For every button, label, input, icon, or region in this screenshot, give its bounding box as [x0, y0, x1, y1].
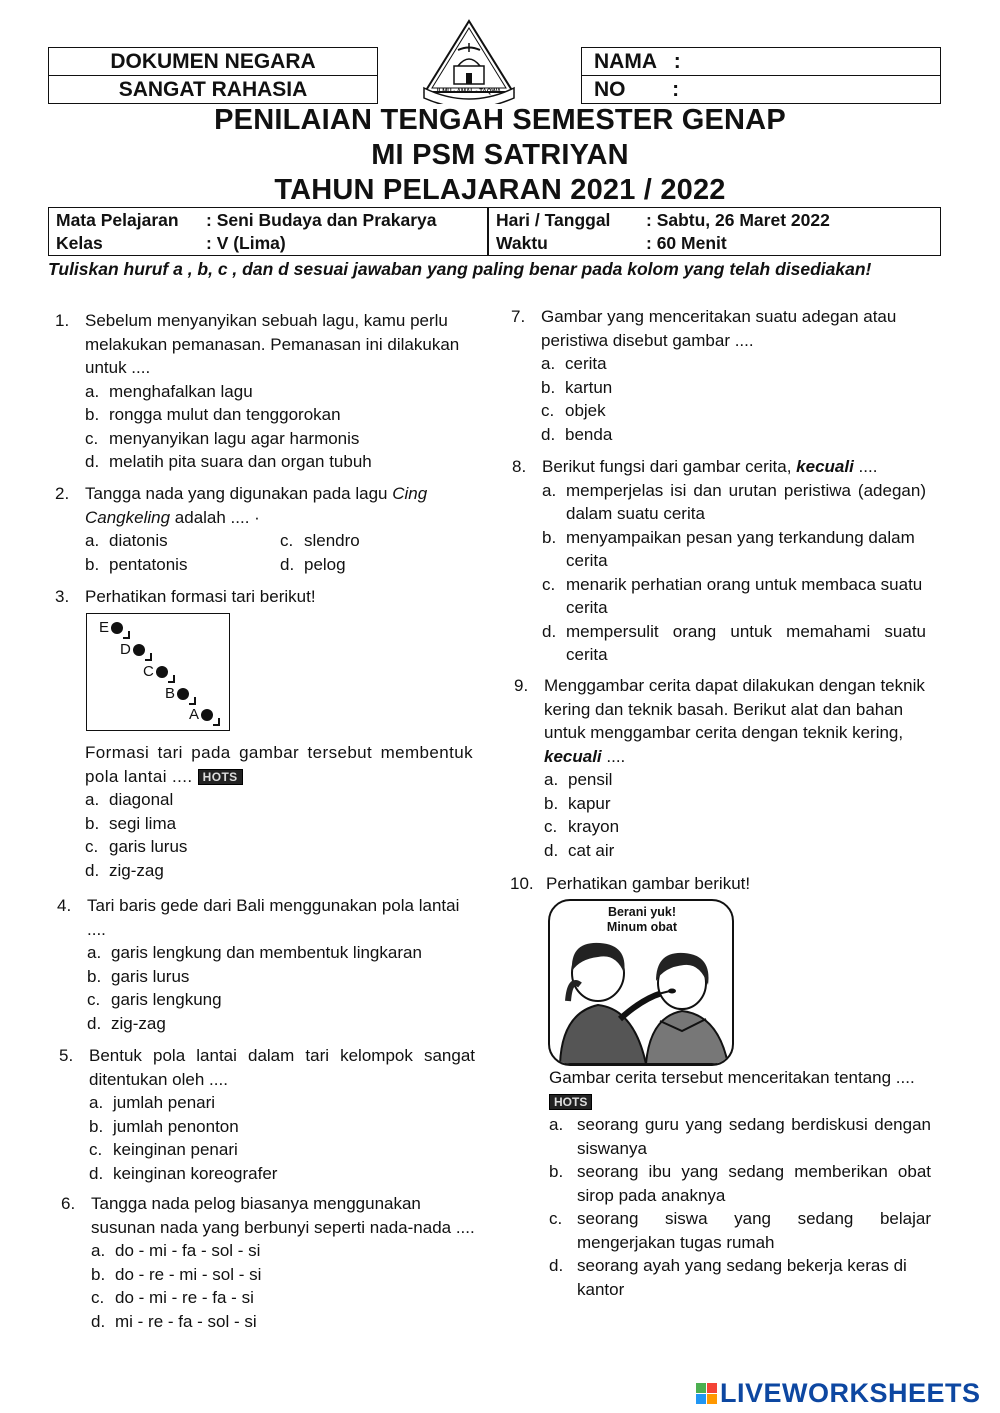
question-6: 6. Tangga nada pelog biasanya menggunakan susunan nada yang berbunyi seperti nada-nada .... a. do - mi - fa - sol - si b. do - re - mi - sol - si c. do - mi - re - fa - si d. mi - re - fa - sol - si: [61, 1192, 475, 1333]
dancer-icon: [177, 688, 189, 700]
class-value: : V (Lima): [206, 233, 286, 253]
dancer-a: A: [189, 706, 213, 723]
dancer-d: D: [120, 641, 145, 658]
question-10-continued: Gambar cerita tersebut menceritakan tentang .... HOTS a. seorang guru yang sedang berdiskusi dengan siswanya b. seorang ibu yang sedang memberikan obat sirop pada anaknya c. seorang siswa yang sedang belajar mengerjakan tugas rumah d. seorang ayah yang sedang bekerja keras di kantor: [549, 1066, 931, 1301]
question-10: 10. Perhatikan gambar berikut!: [510, 874, 751, 893]
option-3d[interactable]: d. zig-zag: [85, 860, 164, 880]
option-8a[interactable]: a. memperjelas isi dan urutan peristiwa (adegan) dalam suatu cerita: [542, 480, 926, 523]
option-7c[interactable]: c. objek: [541, 401, 606, 420]
dancer-icon: [111, 622, 123, 634]
option-2b[interactable]: b. pentatonis: [85, 554, 188, 574]
option-2c[interactable]: c. slendro: [280, 531, 360, 550]
option-10d[interactable]: d. seorang ayah yang sedang bekerja keras di kantor: [549, 1256, 907, 1299]
option-5b[interactable]: b. jumlah penonton: [89, 1116, 239, 1136]
option-3b[interactable]: b. segi lima: [85, 813, 177, 833]
option-1a[interactable]: a. menghafalkan lagu: [85, 381, 253, 401]
liveworksheets-logo-icon: [696, 1383, 717, 1404]
option-5c[interactable]: c. keinginan penari: [89, 1140, 238, 1159]
option-9c[interactable]: c. krayon: [544, 817, 620, 836]
question-5: 5. Bentuk pola lantai dalam tari kelompok sangat ditentukan oleh .... a. jumlah penari b. jumlah penonton c. keinginan penari d. keinginan koreografer: [59, 1044, 475, 1185]
name-field[interactable]: NAMA :: [581, 47, 941, 76]
option-1b[interactable]: b. rongga mulut dan tenggorokan: [85, 405, 341, 424]
question-8: 8. Berikut fungsi dari gambar cerita, kecuali .... a. memperjelas isi dan urutan peristiwa (adegan) dalam suatu cerita b. menyampaikan pesan yang terkandung dalam cerita c. menarik perhatian orang untuk membaca suatu cerita d. mempersulit orang untuk memahami suatu cerita: [512, 455, 926, 667]
class-label: Kelas: [56, 233, 103, 253]
dancer-icon: [133, 644, 145, 656]
option-3a[interactable]: a. diagonal: [85, 790, 174, 809]
option-9d[interactable]: d. cat air: [544, 840, 615, 860]
time-value: : 60 Menit: [646, 233, 727, 253]
time-label: Waktu: [496, 233, 548, 253]
doc-label-1: DOKUMEN NEGARA: [48, 47, 378, 76]
dancer-b: B: [165, 685, 189, 702]
exam-title: PENILAIAN TENGAH SEMESTER GENAP: [214, 104, 786, 136]
question-2: 2. Tangga nada yang digunakan pada lagu Cing Cangkeling adalah .... · a. diatonis c. slendro b. pentatonis d. pelog: [55, 482, 475, 576]
dancer-icon: [156, 666, 168, 678]
option-3c[interactable]: c. garis lurus: [85, 837, 188, 856]
option-1d[interactable]: d. melatih pita suara dan organ tubuh: [85, 452, 372, 471]
school-logo: [418, 18, 520, 104]
instructions: Tuliskan huruf a , b, c , dan d sesuai jawaban yang paling benar pada kolom yang telah disediakan!: [48, 259, 872, 279]
option-4c[interactable]: c. garis lengkung: [87, 990, 222, 1009]
option-2d[interactable]: d. pelog: [280, 554, 346, 574]
dance-formation-diagram: [86, 613, 230, 731]
question-9: 9. Menggambar cerita dapat dilakukan dengan teknik kering dan teknik basah. Berikut alat dan bahan untuk menggambar cerita dengan teknik kering, kecuali .... a. pensil b. kapur c. krayon d. cat air: [514, 674, 928, 862]
option-9b[interactable]: b. kapur: [544, 793, 611, 813]
option-8b[interactable]: b. menyampaikan pesan yang terkandung dalam cerita: [542, 527, 915, 570]
option-7a[interactable]: a. cerita: [541, 354, 607, 373]
option-10b[interactable]: b. seorang ibu yang sedang memberikan obat sirop pada anaknya: [549, 1162, 931, 1205]
option-6d[interactable]: d. mi - re - fa - sol - si: [91, 1311, 257, 1331]
option-6b[interactable]: b. do - re - mi - sol - si: [91, 1264, 262, 1284]
option-4d[interactable]: d. zig-zag: [87, 1013, 166, 1033]
date-value: : Sabtu, 26 Maret 2022: [646, 210, 830, 230]
option-8c[interactable]: c. menarik perhatian orang untuk membaca suatu cerita: [542, 574, 923, 617]
option-5d[interactable]: d. keinginan koreografer: [89, 1163, 278, 1183]
story-picture: [548, 899, 734, 1066]
question-3-continued: Formasi tari pada gambar tersebut membentuk pola lantai .... HOTS a. diagonal b. segi lima c. garis lurus d. zig-zag: [85, 741, 473, 882]
question-3: 3. Perhatikan formasi tari berikut!: [55, 587, 316, 606]
option-10c[interactable]: c. seorang siswa yang sedang belajar mengerjakan tugas rumah: [549, 1209, 931, 1252]
date-label: Hari / Tanggal: [496, 210, 611, 230]
logo-motto: ILMU - AMAL - TAQWA: [436, 89, 502, 95]
option-6a[interactable]: a. do - mi - fa - sol - si: [91, 1241, 261, 1260]
doc-label-2: SANGAT RAHASIA: [48, 75, 378, 104]
option-8d[interactable]: d. mempersulit orang untuk memahami suatu cerita: [542, 621, 926, 664]
option-7b[interactable]: b. kartun: [541, 377, 613, 397]
number-field[interactable]: NO :: [581, 75, 941, 104]
info-divider: [487, 207, 489, 256]
dancer-icon: [201, 709, 213, 721]
option-4b[interactable]: b. garis lurus: [87, 966, 190, 986]
option-1c[interactable]: c. menyanyikan lagu agar harmonis: [85, 428, 360, 448]
question-1: 1. Sebelum menyanyikan sebuah lagu, kamu perlu melakukan pemanasan. Pemanasan ini dilakukan untuk .... a. menghafalkan lagu b. rongga mulut dan tenggorokan c. menyanyikan lagu agar harmonis d. melatih pita suara dan organ tubuh: [55, 309, 475, 474]
school-name: MI PSM SATRIYAN: [371, 139, 629, 171]
hots-badge: HOTS: [198, 769, 243, 785]
option-4a[interactable]: a. garis lengkung dan membentuk lingkaran: [87, 943, 422, 962]
option-2a[interactable]: a. diatonis: [85, 531, 168, 550]
question-4: 4. Tari baris gede dari Bali menggunakan pola lantai .... a. garis lengkung dan membentuk lingkaran b. garis lurus c. garis lengkung d. zig-zag: [57, 894, 475, 1035]
hots-badge: HOTS: [549, 1094, 592, 1110]
subject-label: Mata Pelajaran: [56, 210, 179, 230]
dancer-c: C: [143, 663, 168, 680]
option-7d[interactable]: d. benda: [541, 424, 613, 444]
question-7: 7. Gambar yang menceritakan suatu adegan atau peristiwa disebut gambar .... a. cerita b. kartun c. objek d. benda: [511, 305, 931, 446]
option-9a[interactable]: a. pensil: [544, 770, 613, 789]
liveworksheets-watermark: LIVEWORKSHEETS: [696, 1378, 981, 1408]
speech-bubble: Berani yuk! Minum obat: [606, 905, 678, 934]
option-10a[interactable]: a. seorang guru yang sedang berdiskusi dengan siswanya: [549, 1115, 931, 1158]
dancer-e: E: [99, 619, 123, 636]
subject-value: : Seni Budaya dan Prakarya: [206, 210, 437, 230]
academic-year: TAHUN PELAJARAN 2021 / 2022: [274, 174, 726, 206]
option-5a[interactable]: a. jumlah penari: [89, 1093, 216, 1112]
option-6c[interactable]: c. do - mi - re - fa - si: [91, 1288, 254, 1307]
